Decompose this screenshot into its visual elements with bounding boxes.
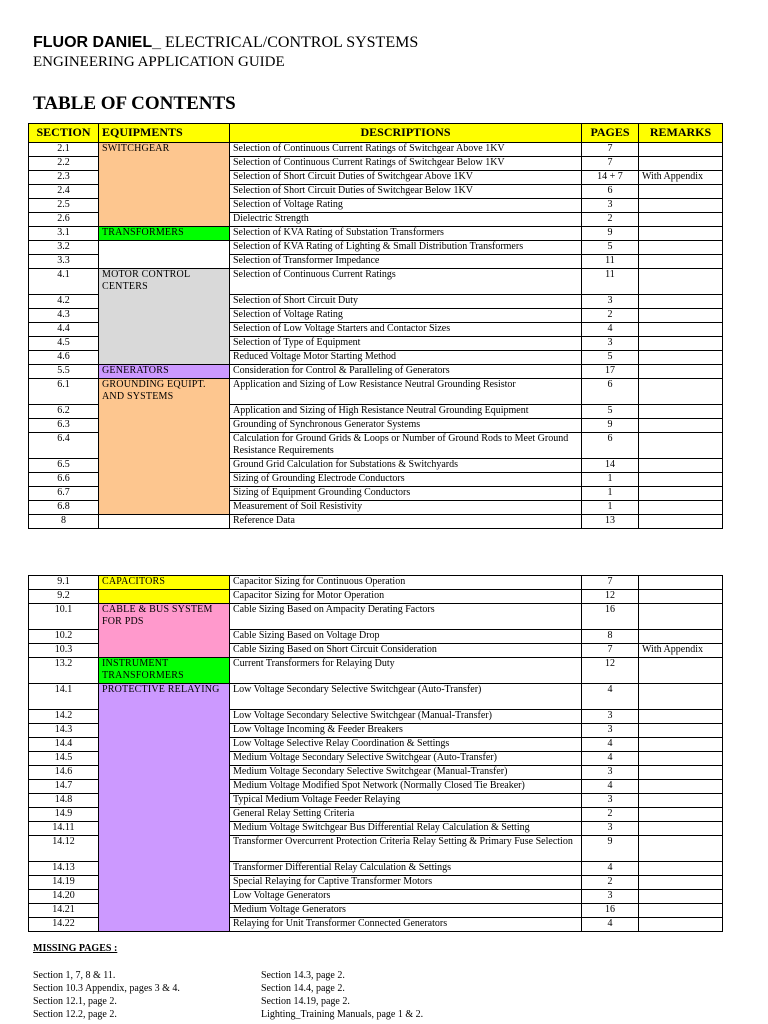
section-cell: 5.5 bbox=[29, 365, 99, 379]
pages-cell: 12 bbox=[582, 590, 639, 604]
toc-table-1-body bbox=[29, 143, 723, 529]
description-cell: Cable Sizing Based on Ampacity Derating Factors bbox=[230, 604, 582, 630]
section-cell: 14.7 bbox=[29, 780, 99, 794]
missing-item: Lighting_Training Manuals, page 1 & 2. bbox=[261, 1009, 424, 1020]
description-cell: Low Voltage Generators bbox=[230, 890, 582, 904]
guide-name: ENGINEERING APPLICATION GUIDE bbox=[33, 54, 285, 70]
remarks-cell bbox=[639, 337, 723, 351]
table-row bbox=[29, 365, 723, 379]
toc-table-2-body bbox=[29, 576, 723, 932]
remarks-cell bbox=[639, 876, 723, 890]
remarks-cell bbox=[639, 213, 723, 227]
description-cell: Selection of Short Circuit Duties of Switchgear Above 1KV bbox=[230, 171, 582, 185]
remarks-cell bbox=[639, 836, 723, 862]
remarks-cell bbox=[639, 405, 723, 419]
pages-cell: 13 bbox=[582, 515, 639, 529]
section-cell: 6.3 bbox=[29, 419, 99, 433]
pages-cell: 6 bbox=[582, 379, 639, 405]
description-cell: Low Voltage Secondary Selective Switchgear (Auto-Transfer) bbox=[230, 684, 582, 710]
remarks-cell bbox=[639, 157, 723, 171]
description-cell: Capacitor Sizing for Motor Operation bbox=[230, 590, 582, 604]
description-cell: Grounding of Synchronous Generator Systems bbox=[230, 419, 582, 433]
pages-cell: 11 bbox=[582, 269, 639, 295]
remarks-cell bbox=[639, 379, 723, 405]
table-row bbox=[29, 143, 723, 157]
section-cell: 6.4 bbox=[29, 433, 99, 459]
remarks-cell bbox=[639, 515, 723, 529]
col-header-equipments: EQUIPMENTS bbox=[99, 124, 230, 143]
section-cell: 14.8 bbox=[29, 794, 99, 808]
description-cell: Selection of Continuous Current Ratings of Switchgear Below 1KV bbox=[230, 157, 582, 171]
pages-cell: 3 bbox=[582, 295, 639, 309]
remarks-cell bbox=[639, 684, 723, 710]
missing-item: Section 14.19, page 2. bbox=[261, 996, 350, 1007]
section-cell: 4.1 bbox=[29, 269, 99, 295]
section-cell: 13.2 bbox=[29, 658, 99, 684]
pages-cell: 2 bbox=[582, 213, 639, 227]
pages-cell: 6 bbox=[582, 185, 639, 199]
section-cell: 6.2 bbox=[29, 405, 99, 419]
section-cell: 14.13 bbox=[29, 862, 99, 876]
table-row bbox=[29, 269, 723, 295]
pages-cell: 11 bbox=[582, 255, 639, 269]
col-header-pages: PAGES bbox=[582, 124, 639, 143]
equipment-cell: MOTOR CONTROL CENTERS bbox=[99, 269, 230, 365]
equipment-cell bbox=[99, 590, 230, 604]
section-cell: 4.4 bbox=[29, 323, 99, 337]
description-cell: Special Relaying for Captive Transformer Motors bbox=[230, 876, 582, 890]
description-cell: Medium Voltage Secondary Selective Switchgear (Auto-Transfer) bbox=[230, 752, 582, 766]
pages-cell: 4 bbox=[582, 752, 639, 766]
remarks-cell bbox=[639, 309, 723, 323]
remarks-cell bbox=[639, 862, 723, 876]
pages-cell: 2 bbox=[582, 808, 639, 822]
remarks-cell: With Appendix bbox=[639, 171, 723, 185]
table-row bbox=[29, 241, 723, 255]
section-cell: 14.5 bbox=[29, 752, 99, 766]
missing-item: Section 12.1, page 2. bbox=[33, 996, 117, 1007]
remarks-cell bbox=[639, 766, 723, 780]
section-cell: 14.11 bbox=[29, 822, 99, 836]
description-cell: Reference Data bbox=[230, 515, 582, 529]
section-cell: 2.5 bbox=[29, 199, 99, 213]
section-cell: 10.3 bbox=[29, 644, 99, 658]
description-cell: Reduced Voltage Motor Starting Method bbox=[230, 351, 582, 365]
missing-pages-right bbox=[261, 969, 489, 1021]
section-cell: 4.6 bbox=[29, 351, 99, 365]
remarks-cell bbox=[639, 473, 723, 487]
description-cell: Transformer Overcurrent Protection Criteria Relay Setting & Primary Fuse Selection bbox=[230, 836, 582, 862]
pages-cell: 14 + 7 bbox=[582, 171, 639, 185]
remarks-cell bbox=[639, 808, 723, 822]
section-cell: 9.1 bbox=[29, 576, 99, 590]
pages-cell: 9 bbox=[582, 419, 639, 433]
pages-cell: 1 bbox=[582, 473, 639, 487]
description-cell: Sizing of Grounding Electrode Conductors bbox=[230, 473, 582, 487]
pages-cell: 14 bbox=[582, 459, 639, 473]
description-cell: Selection of Continuous Current Ratings of Switchgear Above 1KV bbox=[230, 143, 582, 157]
pages-cell: 3 bbox=[582, 710, 639, 724]
remarks-cell bbox=[639, 365, 723, 379]
pages-cell: 6 bbox=[582, 433, 639, 459]
missing-item: Section 14.3, page 2. bbox=[261, 970, 345, 981]
toc-table-2 bbox=[28, 575, 723, 932]
section-cell: 14.9 bbox=[29, 808, 99, 822]
section-cell: 3.3 bbox=[29, 255, 99, 269]
pages-cell: 7 bbox=[582, 143, 639, 157]
pages-cell: 5 bbox=[582, 241, 639, 255]
description-cell: Capacitor Sizing for Continuous Operation bbox=[230, 576, 582, 590]
col-header-descriptions: DESCRIPTIONS bbox=[230, 124, 582, 143]
equipment-cell: GENERATORS bbox=[99, 365, 230, 379]
system-name: ELECTRICAL/CONTROL SYSTEMS bbox=[161, 34, 419, 51]
company-underscore: _ bbox=[152, 34, 162, 51]
section-cell: 2.6 bbox=[29, 213, 99, 227]
description-cell: Low Voltage Secondary Selective Switchgear (Manual-Transfer) bbox=[230, 710, 582, 724]
missing-pages bbox=[33, 942, 753, 1021]
section-cell: 14.6 bbox=[29, 766, 99, 780]
pages-cell: 4 bbox=[582, 738, 639, 752]
description-cell: Selection of Continuous Current Ratings bbox=[230, 269, 582, 295]
pages-cell: 9 bbox=[582, 836, 639, 862]
description-cell: Medium Voltage Modified Spot Network (Normally Closed Tie Breaker) bbox=[230, 780, 582, 794]
pages-cell: 4 bbox=[582, 780, 639, 794]
table-row bbox=[29, 227, 723, 241]
pages-cell: 5 bbox=[582, 351, 639, 365]
section-cell: 14.4 bbox=[29, 738, 99, 752]
pages-cell: 17 bbox=[582, 365, 639, 379]
description-cell: Low Voltage Incoming & Feeder Breakers bbox=[230, 724, 582, 738]
equipment-cell: TRANSFORMERS bbox=[99, 227, 230, 241]
description-cell: Consideration for Control & Paralleling of Generators bbox=[230, 365, 582, 379]
section-cell: 3.1 bbox=[29, 227, 99, 241]
pages-cell: 7 bbox=[582, 644, 639, 658]
description-cell: Measurement of Soil Resistivity bbox=[230, 501, 582, 515]
remarks-cell bbox=[639, 227, 723, 241]
remarks-cell bbox=[639, 780, 723, 794]
pages-cell: 4 bbox=[582, 862, 639, 876]
remarks-cell bbox=[639, 604, 723, 630]
pages-cell: 3 bbox=[582, 890, 639, 904]
remarks-cell bbox=[639, 630, 723, 644]
description-cell: Current Transformers for Relaying Duty bbox=[230, 658, 582, 684]
description-cell: Cable Sizing Based on Short Circuit Consideration bbox=[230, 644, 582, 658]
description-cell: Selection of Short Circuit Duties of Switchgear Below 1KV bbox=[230, 185, 582, 199]
pages-cell: 5 bbox=[582, 405, 639, 419]
pages-cell: 1 bbox=[582, 487, 639, 501]
equipment-cell: PROTECTIVE RELAYING bbox=[99, 684, 230, 932]
pages-cell: 16 bbox=[582, 904, 639, 918]
remarks-cell bbox=[639, 487, 723, 501]
table-row bbox=[29, 576, 723, 590]
description-cell: Medium Voltage Secondary Selective Switchgear (Manual-Transfer) bbox=[230, 766, 582, 780]
description-cell: Medium Voltage Generators bbox=[230, 904, 582, 918]
pages-cell: 4 bbox=[582, 684, 639, 710]
remarks-cell bbox=[639, 576, 723, 590]
remarks-cell bbox=[639, 738, 723, 752]
section-cell: 6.1 bbox=[29, 379, 99, 405]
remarks-cell bbox=[639, 501, 723, 515]
remarks-cell bbox=[639, 255, 723, 269]
description-cell: Application and Sizing of High Resistance Neutral Grounding Equipment bbox=[230, 405, 582, 419]
missing-pages-left bbox=[33, 969, 261, 1021]
toc-table-1 bbox=[28, 123, 723, 529]
pages-cell: 16 bbox=[582, 604, 639, 630]
remarks-cell bbox=[639, 724, 723, 738]
pages-cell: 4 bbox=[582, 323, 639, 337]
pages-cell: 3 bbox=[582, 766, 639, 780]
section-cell: 10.1 bbox=[29, 604, 99, 630]
section-cell: 6.5 bbox=[29, 459, 99, 473]
remarks-cell bbox=[639, 241, 723, 255]
section-cell: 3.2 bbox=[29, 241, 99, 255]
section-cell: 6.8 bbox=[29, 501, 99, 515]
pages-cell: 7 bbox=[582, 157, 639, 171]
remarks-cell bbox=[639, 295, 723, 309]
pages-cell: 9 bbox=[582, 227, 639, 241]
section-cell: 14.19 bbox=[29, 876, 99, 890]
missing-item: Section 14.4, page 2. bbox=[261, 983, 345, 994]
remarks-cell bbox=[639, 658, 723, 684]
description-cell: Selection of Short Circuit Duty bbox=[230, 295, 582, 309]
description-cell: Medium Voltage Switchgear Bus Differential Relay Calculation & Setting bbox=[230, 822, 582, 836]
section-cell: 4.3 bbox=[29, 309, 99, 323]
description-cell: Ground Grid Calculation for Substations & Switchyards bbox=[230, 459, 582, 473]
section-cell: 2.1 bbox=[29, 143, 99, 157]
equipment-cell bbox=[99, 515, 230, 529]
remarks-cell bbox=[639, 419, 723, 433]
remarks-cell bbox=[639, 822, 723, 836]
pages-cell: 1 bbox=[582, 501, 639, 515]
description-cell: Calculation for Ground Grids & Loops or Number of Ground Rods to Meet Ground Resistance Requirements bbox=[230, 433, 582, 459]
description-cell: Selection of Transformer Impedance bbox=[230, 255, 582, 269]
section-cell: 14.2 bbox=[29, 710, 99, 724]
section-cell: 9.2 bbox=[29, 590, 99, 604]
table-row bbox=[29, 379, 723, 405]
remarks-cell bbox=[639, 590, 723, 604]
remarks-cell bbox=[639, 459, 723, 473]
section-cell: 14.20 bbox=[29, 890, 99, 904]
equipment-cell: CAPACITORS bbox=[99, 576, 230, 590]
missing-item: Section 10.3 Appendix, pages 3 & 4. bbox=[33, 983, 180, 994]
description-cell: Low Voltage Selective Relay Coordination & Settings bbox=[230, 738, 582, 752]
remarks-cell bbox=[639, 143, 723, 157]
section-cell: 14.22 bbox=[29, 918, 99, 932]
remarks-cell bbox=[639, 351, 723, 365]
section-cell: 4.2 bbox=[29, 295, 99, 309]
remarks-cell bbox=[639, 710, 723, 724]
section-cell: 10.2 bbox=[29, 630, 99, 644]
pages-cell: 3 bbox=[582, 794, 639, 808]
description-cell: Selection of KVA Rating of Lighting & Small Distribution Transformers bbox=[230, 241, 582, 255]
description-cell: Selection of Type of Equipment bbox=[230, 337, 582, 351]
description-cell: Selection of Voltage Rating bbox=[230, 199, 582, 213]
missing-pages-title: MISSING PAGES : bbox=[33, 943, 118, 954]
description-cell: Cable Sizing Based on Voltage Drop bbox=[230, 630, 582, 644]
table-row bbox=[29, 604, 723, 630]
col-header-remarks: REMARKS bbox=[639, 124, 723, 143]
description-cell: Transformer Differential Relay Calculation & Settings bbox=[230, 862, 582, 876]
pages-cell: 12 bbox=[582, 658, 639, 684]
section-cell: 14.3 bbox=[29, 724, 99, 738]
description-cell: Application and Sizing of Low Resistance Neutral Grounding Resistor bbox=[230, 379, 582, 405]
equipment-cell bbox=[99, 241, 230, 269]
pages-cell: 3 bbox=[582, 337, 639, 351]
description-cell: Dielectric Strength bbox=[230, 213, 582, 227]
section-cell: 2.3 bbox=[29, 171, 99, 185]
section-cell: 6.7 bbox=[29, 487, 99, 501]
description-cell: Sizing of Equipment Grounding Conductors bbox=[230, 487, 582, 501]
missing-item: Section 1, 7, 8 & 11. bbox=[33, 970, 116, 981]
table-row bbox=[29, 658, 723, 684]
pages-cell: 3 bbox=[582, 822, 639, 836]
remarks-cell bbox=[639, 918, 723, 932]
table-header-row bbox=[29, 124, 723, 143]
col-header-section: SECTION bbox=[29, 124, 99, 143]
pages-cell: 2 bbox=[582, 876, 639, 890]
table-row bbox=[29, 590, 723, 604]
description-cell: Typical Medium Voltage Feeder Relaying bbox=[230, 794, 582, 808]
description-cell: Selection of KVA Rating of Substation Transformers bbox=[230, 227, 582, 241]
document-header bbox=[33, 33, 418, 72]
equipment-cell: INSTRUMENT TRANSFORMERS bbox=[99, 658, 230, 684]
remarks-cell bbox=[639, 185, 723, 199]
section-cell: 14.12 bbox=[29, 836, 99, 862]
remarks-cell bbox=[639, 794, 723, 808]
section-cell: 8 bbox=[29, 515, 99, 529]
section-cell: 14.21 bbox=[29, 904, 99, 918]
pages-cell: 3 bbox=[582, 724, 639, 738]
description-cell: Selection of Voltage Rating bbox=[230, 309, 582, 323]
header-line-1 bbox=[33, 33, 418, 53]
pages-cell: 7 bbox=[582, 576, 639, 590]
pages-cell: 4 bbox=[582, 918, 639, 932]
missing-item: Section 12.2, page 2. bbox=[33, 1009, 117, 1020]
equipment-cell: CABLE & BUS SYSTEM FOR PDS bbox=[99, 604, 230, 658]
remarks-cell bbox=[639, 904, 723, 918]
table-row bbox=[29, 684, 723, 710]
remarks-cell bbox=[639, 752, 723, 766]
section-cell: 6.6 bbox=[29, 473, 99, 487]
remarks-cell: With Appendix bbox=[639, 644, 723, 658]
pages-cell: 8 bbox=[582, 630, 639, 644]
pages-cell: 3 bbox=[582, 199, 639, 213]
description-cell: Relaying for Unit Transformer Connected Generators bbox=[230, 918, 582, 932]
remarks-cell bbox=[639, 199, 723, 213]
remarks-cell bbox=[639, 890, 723, 904]
remarks-cell bbox=[639, 433, 723, 459]
section-cell: 14.1 bbox=[29, 684, 99, 710]
remarks-cell bbox=[639, 323, 723, 337]
description-cell: Selection of Low Voltage Starters and Contactor Sizes bbox=[230, 323, 582, 337]
equipment-cell: SWITCHGEAR bbox=[99, 143, 230, 227]
remarks-cell bbox=[639, 269, 723, 295]
pages-cell: 2 bbox=[582, 309, 639, 323]
toc-title: TABLE OF CONTENTS bbox=[33, 93, 236, 114]
description-cell: General Relay Setting Criteria bbox=[230, 808, 582, 822]
section-cell: 4.5 bbox=[29, 337, 99, 351]
section-cell: 2.2 bbox=[29, 157, 99, 171]
equipment-cell: GROUNDING EQUIPT. AND SYSTEMS bbox=[99, 379, 230, 515]
section-cell: 2.4 bbox=[29, 185, 99, 199]
table-row bbox=[29, 515, 723, 529]
company-name: FLUOR DANIEL bbox=[33, 34, 153, 51]
